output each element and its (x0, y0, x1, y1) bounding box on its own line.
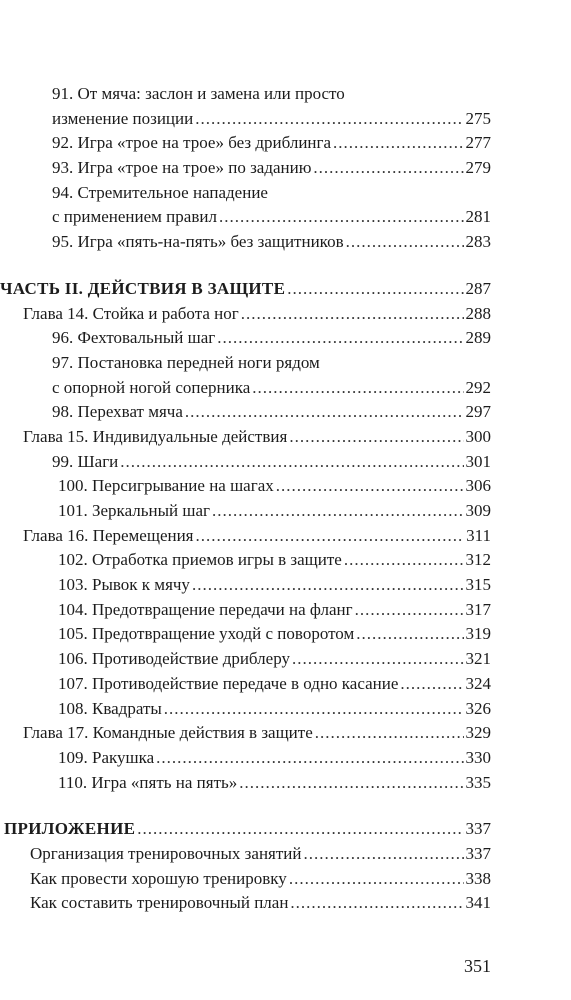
toc-entry-page: 288 (465, 303, 491, 323)
dot-leader (212, 499, 464, 524)
dot-leader (313, 156, 463, 181)
toc-entry-page: 311 (466, 525, 491, 545)
toc-entry-title: с опорной ногой соперника (52, 377, 251, 397)
dot-leader (292, 647, 464, 672)
toc-entry (0, 647, 571, 672)
page-number: 351 (464, 956, 491, 976)
toc-entry (0, 548, 571, 573)
dot-leader (287, 277, 463, 302)
toc-entry-page: 300 (465, 426, 491, 446)
toc-entry (0, 131, 571, 156)
toc-entry-page: 326 (465, 698, 491, 718)
toc-entry-title: Глава 17. Командные действия в защите (23, 723, 313, 743)
toc-entry (0, 205, 571, 230)
toc-entry-page: 309 (465, 501, 491, 520)
dot-leader (289, 425, 463, 450)
toc-entry-page: 292 (465, 377, 491, 397)
dot-leader (356, 622, 463, 647)
toc-entry-page: 287 (465, 278, 491, 298)
toc-entry-title: изменение позиции (52, 108, 194, 128)
toc-entry (0, 746, 571, 771)
toc-entry-page: 341 (465, 893, 491, 913)
toc-entry-title: 110. Игра «пять на пять» (58, 772, 238, 792)
toc-chapter (0, 524, 571, 549)
dot-leader (290, 891, 463, 916)
toc-entry-page: 306 (465, 476, 491, 496)
toc-entry-title: Как составить тренировочный план (30, 893, 289, 913)
toc-entry-title: 105. Предотвращение уходй с поворотом (58, 624, 355, 644)
toc-entry-title: 101. Зеркальный шаг (58, 501, 210, 520)
toc-entry-title: 100. Персигрывание на шагах (58, 476, 274, 496)
toc-entry-title: Как провести хорошую тренировку (30, 868, 287, 888)
dot-leader (346, 230, 464, 255)
toc-entry-page: 317 (465, 599, 491, 619)
dot-leader (276, 474, 464, 499)
section-gap (0, 255, 571, 277)
toc-entry (0, 376, 571, 401)
toc-entry-page: 279 (465, 158, 491, 178)
toc-entry-page: 324 (465, 673, 491, 693)
toc-entry-title: 97. Постановка передней ноги рядом (52, 352, 320, 372)
dot-leader (304, 842, 464, 867)
dot-leader (333, 131, 463, 156)
toc-entry-page: 330 (465, 747, 491, 767)
toc-entry (0, 771, 571, 796)
toc-entry-title: 103. Рывок к мячу (58, 575, 190, 595)
dot-leader (164, 697, 464, 722)
dot-leader (252, 376, 463, 401)
toc-part-heading (0, 277, 571, 302)
toc-entry (0, 400, 571, 425)
toc-entry-title: с применением правил (52, 207, 217, 227)
dot-leader (137, 817, 463, 842)
toc-entry-page: 337 (465, 843, 491, 863)
toc-entry-title: 96. Фехтовальный шаг (52, 328, 216, 348)
toc-chapter (0, 425, 571, 450)
dot-leader (217, 326, 463, 351)
toc-entry-page: 335 (465, 772, 491, 792)
toc-entry-page: 297 (465, 402, 491, 422)
toc-entry-page: 301 (465, 451, 491, 471)
dot-leader (192, 573, 464, 598)
toc-entry-title: 106. Противодействие дриблеру (58, 649, 290, 669)
toc-entry-page: 329 (465, 723, 491, 743)
toc-entry (0, 326, 571, 351)
toc-entry-page: 319 (465, 624, 491, 644)
toc-entry-title: 108. Квадраты (58, 698, 162, 718)
toc-entry (0, 598, 571, 623)
toc-entry-title: 109. Ракушка (58, 747, 155, 767)
toc-entry-title: ЧАСТЬ II. ДЕЙСТВИЯ В ЗАЩИТЕ (0, 278, 286, 298)
toc-entry-title: ПРИЛОЖЕНИЕ (4, 819, 136, 839)
dot-leader (400, 672, 463, 697)
toc-entry-page: 337 (465, 819, 491, 839)
toc-entry-title: 99. Шаги (52, 451, 119, 471)
toc-entry (0, 622, 571, 647)
toc-entry-title: 98. Перехват мяча (52, 402, 183, 422)
toc-entry (0, 181, 571, 206)
toc-entry-page: 321 (465, 649, 491, 669)
toc-entry (0, 842, 571, 867)
dot-leader (219, 205, 464, 230)
dot-leader (289, 867, 464, 892)
dot-leader (195, 107, 463, 132)
toc-entry-title: Глава 15. Индивидуальные действия (23, 426, 288, 446)
dot-leader (315, 721, 464, 746)
toc-entry-title: Глава 16. Перемещения (23, 525, 194, 545)
toc-entry-title: 93. Игра «трое на трое» по заданию (52, 158, 312, 178)
toc-entry (0, 450, 571, 475)
toc-entry (0, 672, 571, 697)
toc-entry-page: 283 (465, 232, 491, 252)
dot-leader (239, 771, 463, 796)
toc-entry (0, 891, 571, 916)
toc-entry-title: 92. Игра «трое на трое» без дриблинга (52, 133, 332, 153)
toc-entry-page: 281 (465, 207, 491, 227)
dot-leader (120, 450, 463, 475)
toc-entry-page: 315 (465, 575, 491, 595)
toc-entry-title: Глава 14. Стойка и работа ног (23, 303, 239, 323)
toc-entry (0, 499, 571, 524)
toc-entry-title: 104. Предотвращение передачи на фланг (58, 599, 353, 619)
toc-entry-page: 312 (465, 550, 491, 570)
toc-entry-title: 94. Стремительное нападение (52, 182, 268, 202)
toc-entry-title: 107. Противодействие передаче в одно касание (58, 673, 399, 693)
toc-entry (0, 573, 571, 598)
toc-entry (0, 230, 571, 255)
toc-entry-page: 277 (465, 133, 491, 153)
toc-entry (0, 697, 571, 722)
toc-entry-title: Организация тренировочных занятий (30, 843, 302, 863)
dot-leader (344, 548, 464, 573)
dot-leader (196, 524, 465, 549)
toc-entry (0, 82, 571, 107)
toc-entry-title: 95. Игра «пять-на-пять» без защитников (52, 232, 344, 252)
toc-entry (0, 867, 571, 892)
section-gap (0, 795, 571, 817)
toc-chapter (0, 721, 571, 746)
toc-entry-page: 338 (465, 868, 491, 888)
table-of-contents (0, 82, 571, 916)
toc-entry-title: 91. От мяча: заслон и замена или просто (52, 84, 345, 103)
toc-chapter (0, 302, 571, 327)
toc-entry-page: 289 (465, 328, 491, 348)
toc-entry-title: 102. Отработка приемов игры в защите (58, 550, 342, 570)
toc-entry (0, 351, 571, 376)
toc-part-heading (0, 817, 571, 842)
dot-leader (156, 746, 463, 771)
dot-leader (185, 400, 464, 425)
toc-entry (0, 474, 571, 499)
toc-entry-page: 275 (465, 108, 491, 128)
dot-leader (241, 302, 464, 327)
dot-leader (355, 598, 464, 623)
toc-entry (0, 107, 571, 132)
toc-entry (0, 156, 571, 181)
